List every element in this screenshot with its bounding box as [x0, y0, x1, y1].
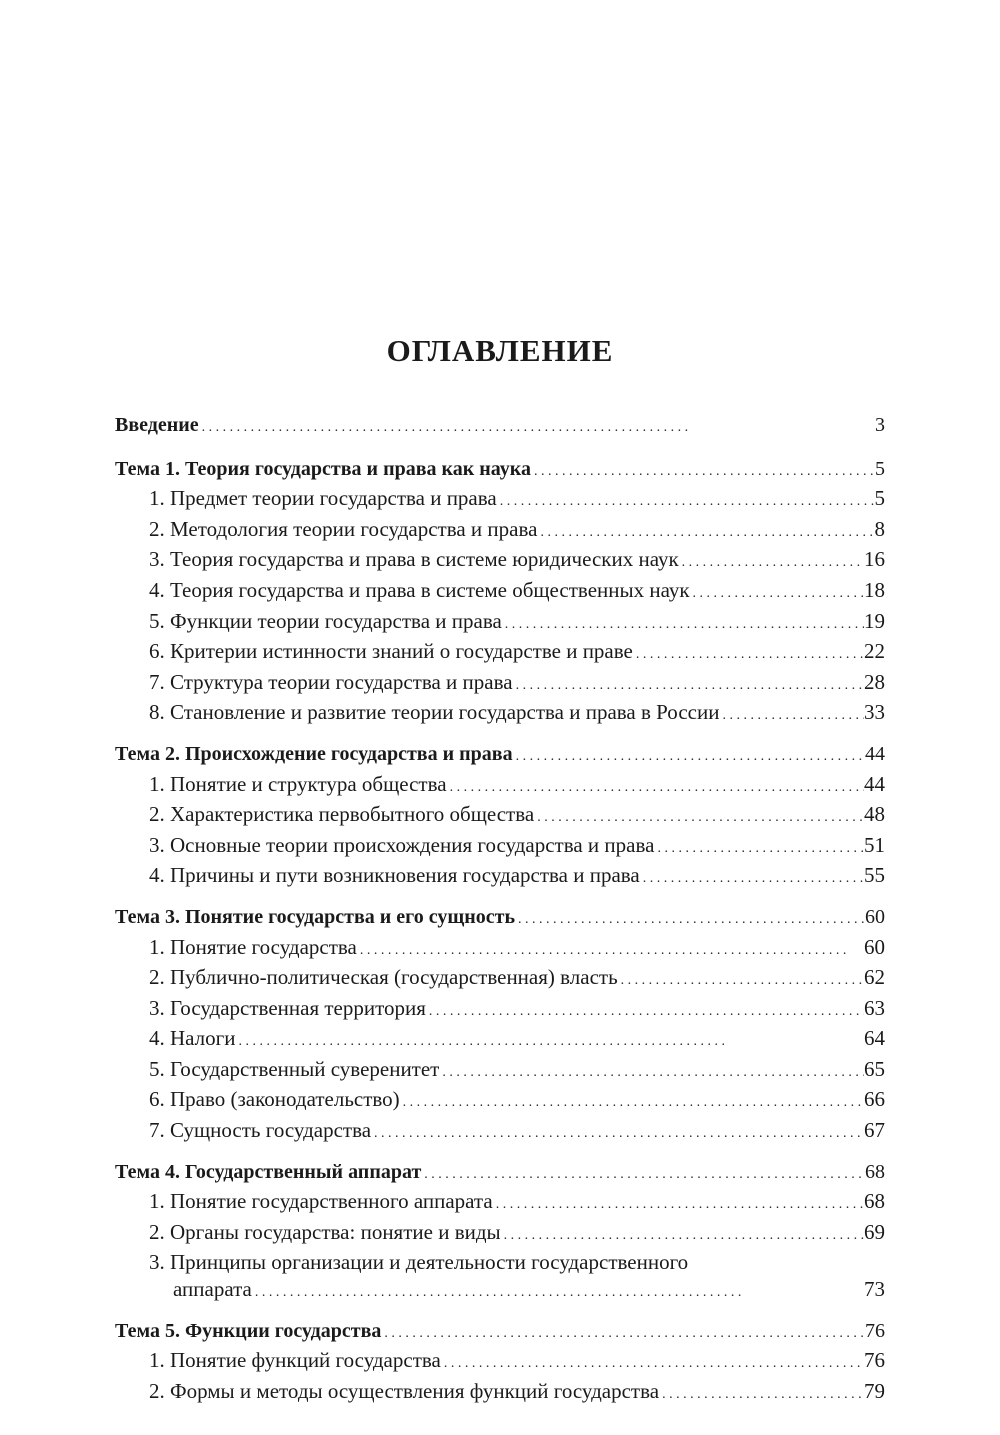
toc-subentry[interactable]: [115, 699, 885, 730]
toc-subentry[interactable]: [115, 1378, 885, 1409]
toc-page-number: 64: [864, 1026, 885, 1051]
toc-subentry-label: 7. Структура теории государства и права: [149, 669, 513, 694]
toc-subentry[interactable]: [115, 801, 885, 832]
toc-page-number: 79: [864, 1378, 885, 1403]
toc-topic-label: Тема 3. Понятие государства и его сущность: [115, 905, 516, 928]
toc-page-number: 76: [864, 1348, 885, 1373]
toc-subentry-label: 2. Методология теории государства и права: [149, 516, 538, 541]
toc-subentry[interactable]: [115, 1117, 885, 1148]
toc-subentry-first-line[interactable]: 3. Принципы организации и деятельности государственного: [149, 1250, 689, 1275]
toc-page-number: 22: [864, 639, 885, 664]
toc-subentry[interactable]: [115, 485, 885, 516]
toc-page-number: 18: [864, 577, 885, 602]
toc-subentry[interactable]: [115, 995, 885, 1026]
toc-subentry-label: 2. Характеристика первобытного общества: [149, 802, 535, 827]
toc-subentry-label: 5. Функции теории государства и права: [149, 608, 502, 633]
toc-subentry-label: 7. Сущность государства: [149, 1118, 372, 1143]
toc-subentry-label: 1. Понятие и структура общества: [149, 771, 447, 796]
toc-group-intro: [115, 412, 885, 442]
toc-page-number: 33: [864, 700, 885, 725]
toc-page-number: 63: [864, 995, 885, 1020]
dot-leader: [513, 741, 865, 771]
toc-entry-label: Введение: [115, 414, 199, 436]
dot-leader: [640, 862, 864, 893]
toc-subentry-label: 3. Основные теории происхождения государства и права: [149, 832, 655, 857]
toc-group-topic-3: [115, 904, 885, 1148]
toc-subentry-label: 2. Формы и методы осуществления функций государства: [149, 1378, 660, 1403]
toc-page-number: 67: [864, 1118, 885, 1143]
toc-subentry-label: 1. Понятие функций государства: [149, 1348, 441, 1373]
dot-leader: [441, 1347, 864, 1378]
toc-subentry[interactable]: [115, 1056, 885, 1087]
toc-subentry[interactable]: [115, 516, 885, 547]
toc-subentry-label: 1. Предмет теории государства и права: [149, 486, 497, 511]
dot-leader: [381, 1318, 865, 1348]
toc-subentry[interactable]: [115, 1188, 885, 1219]
toc-subentry[interactable]: [115, 577, 885, 608]
toc-entry-intro[interactable]: [115, 412, 885, 442]
toc-page-number: 28: [864, 669, 885, 694]
toc-page-number: 3: [875, 414, 885, 436]
dot-leader: [421, 1159, 865, 1189]
toc-page-number: 60: [864, 934, 885, 959]
toc-subentry-label: 4. Причины и пути возникновения государства и права: [149, 863, 640, 888]
toc-subentry[interactable]: [115, 1347, 885, 1378]
dot-leader: [531, 456, 875, 486]
toc-page-number: 62: [864, 965, 885, 990]
toc-topic-entry[interactable]: [115, 456, 885, 486]
dot-leader: [236, 1025, 864, 1056]
toc-topic-label: Тема 1. Теория государства и права как наука: [115, 457, 531, 480]
toc-page-number: 76: [865, 1319, 885, 1342]
page-title: ОГЛАВЛЕНИЕ: [386, 333, 614, 368]
dot-leader: [502, 608, 864, 639]
toc-topic-entry[interactable]: [115, 904, 885, 934]
toc-subentry-label: 3. Государственная территория: [149, 995, 426, 1020]
dot-leader: [537, 516, 874, 547]
dot-leader: [534, 801, 864, 832]
toc-page-number: 16: [864, 547, 885, 572]
dot-leader: [513, 669, 864, 700]
toc-subentry[interactable]: [115, 771, 885, 802]
toc-topic-label: Тема 2. Происхождение государства и права: [115, 742, 513, 765]
toc-page-number: 5: [875, 457, 885, 480]
toc-page-number: 65: [864, 1056, 885, 1081]
toc-subentry[interactable]: [115, 1025, 885, 1056]
toc-page-number: 69: [864, 1219, 885, 1244]
toc-page-number: 68: [864, 1189, 885, 1214]
toc-subentry[interactable]: [115, 964, 885, 995]
dot-leader: [679, 546, 864, 577]
toc-page-number: 5: [874, 486, 885, 511]
toc-page-number: 44: [865, 742, 885, 765]
toc-subentry-label: 1. Понятие государства: [149, 934, 357, 959]
toc-group-topic-2: [115, 741, 885, 893]
toc-subentry-continuation[interactable]: [115, 1276, 885, 1307]
dot-leader: [515, 904, 865, 934]
dot-leader: [659, 1378, 864, 1409]
dot-leader: [633, 638, 864, 669]
toc-page-number: 73: [864, 1277, 885, 1302]
toc-topic-label: Тема 4. Государственный аппарат: [115, 1160, 422, 1183]
toc-subentry-label: 8. Становление и развитие теории государства и права в России: [149, 700, 720, 725]
dot-leader: [439, 1056, 864, 1087]
toc-page-number: 68: [865, 1160, 885, 1183]
dot-leader: [426, 995, 864, 1026]
dot-leader: [690, 577, 864, 608]
toc-subentry[interactable]: [115, 608, 885, 639]
toc-subentry-label: аппарата: [173, 1277, 252, 1302]
toc-page-number: 60: [865, 905, 885, 928]
toc-subentry-label: 4. Налоги: [149, 1026, 236, 1051]
dot-leader: [618, 964, 864, 995]
toc-page-number: 8: [874, 516, 885, 541]
toc-group-topic-4: [115, 1159, 885, 1307]
dot-leader: [497, 485, 875, 516]
toc-subentry[interactable]: [115, 934, 885, 965]
toc-page-number: 48: [864, 802, 885, 827]
dot-leader: [252, 1276, 864, 1307]
toc-subentry-label: 3. Теория государства и права в системе юридических наук: [149, 547, 679, 572]
toc-page-number: 44: [864, 771, 885, 796]
dot-leader: [654, 832, 864, 863]
table-of-contents: [115, 412, 885, 1419]
toc-subentry-label: 2. Органы государства: понятие и виды: [149, 1219, 501, 1244]
toc-subentry-label: 1. Понятие государственного аппарата: [149, 1189, 493, 1214]
toc-page-number: 66: [864, 1087, 885, 1112]
toc-topic-entry[interactable]: [115, 1159, 885, 1189]
toc-subentry[interactable]: [115, 669, 885, 700]
dot-leader: [719, 699, 864, 730]
toc-subentry-label: 6. Право (законодательство): [149, 1087, 400, 1112]
dot-leader: [199, 412, 875, 442]
toc-subentry[interactable]: [115, 862, 885, 893]
toc-topic-entry[interactable]: [115, 1318, 885, 1348]
toc-group-topic-1: [115, 456, 885, 730]
toc-page-number: 19: [864, 608, 885, 633]
toc-subentry[interactable]: [115, 546, 885, 577]
dot-leader: [501, 1219, 864, 1250]
dot-leader: [400, 1086, 864, 1117]
toc-subentry-label: 5. Государственный суверенитет: [149, 1056, 440, 1081]
dot-leader: [493, 1188, 864, 1219]
toc-subentry-label: 2. Публично-политическая (государственная) власть: [149, 965, 618, 990]
toc-topic-label: Тема 5. Функции государства: [115, 1319, 382, 1342]
toc-subentry-label: 4. Теория государства и права в системе общественных наук: [149, 577, 690, 602]
toc-subentry[interactable]: [115, 1219, 885, 1250]
toc-topic-entry[interactable]: [115, 741, 885, 771]
toc-subentry[interactable]: [115, 638, 885, 669]
toc-page-number: 55: [864, 863, 885, 888]
dot-leader: [447, 771, 864, 802]
dot-leader: [371, 1117, 864, 1148]
toc-subentry-label: 6. Критерии истинности знаний о государстве и праве: [149, 639, 633, 664]
toc-subentry[interactable]: [115, 832, 885, 863]
dot-leader: [357, 934, 864, 965]
toc-page-number: 51: [864, 832, 885, 857]
toc-group-topic-5: [115, 1318, 885, 1409]
toc-subentry[interactable]: [115, 1086, 885, 1117]
